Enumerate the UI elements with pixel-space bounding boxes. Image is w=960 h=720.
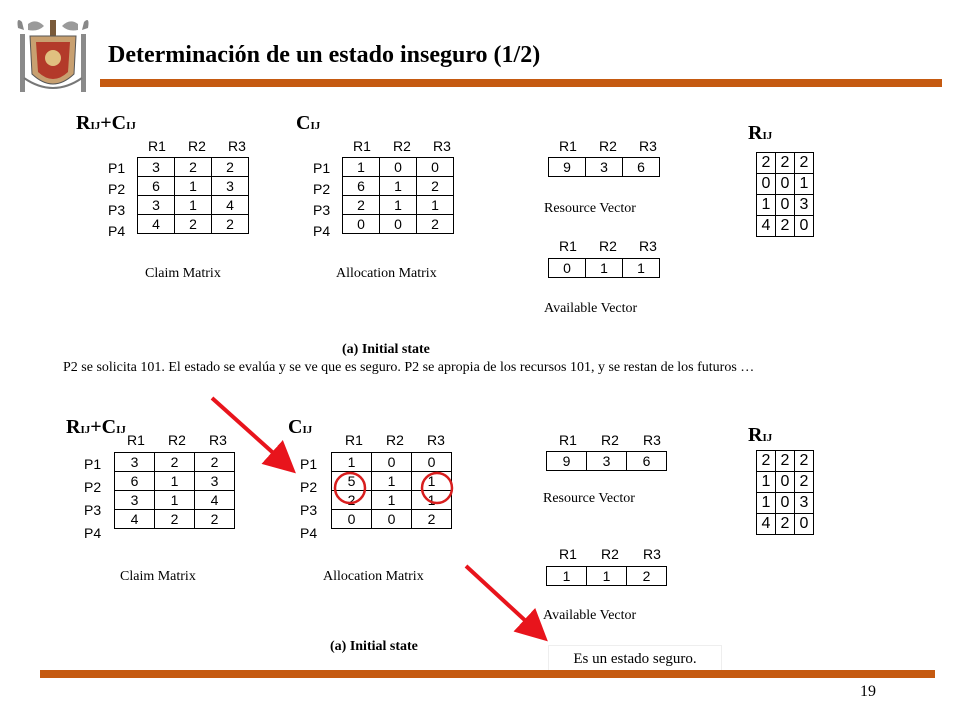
highlight-circle-r3 bbox=[422, 473, 452, 503]
allocation-matrix: 1 0 0 6 1 2 2 1 1 0 0 2 bbox=[342, 157, 454, 234]
r-matrix: 2 2 2 0 0 1 1 0 3 4 2 0 bbox=[756, 152, 814, 237]
resource-vector-2: 9 3 6 bbox=[546, 451, 667, 471]
allocation-matrix-caption-2: Allocation Matrix bbox=[323, 569, 424, 584]
claim-formula-label: RIJ+CIJ bbox=[76, 112, 136, 134]
available-vector-2: 1 1 2 bbox=[546, 566, 667, 586]
resource-vector: 9 3 6 bbox=[548, 157, 660, 177]
available-vector-caption-2: Available Vector bbox=[543, 608, 637, 623]
arrow-to-conclusion bbox=[466, 566, 542, 636]
claim-matrix: 3 2 2 6 1 3 3 1 4 4 2 2 bbox=[137, 157, 249, 234]
allocation-formula-label-2: CIJ bbox=[288, 416, 313, 438]
highlight-circle-r1 bbox=[335, 473, 365, 503]
allocation-matrix-caption: Allocation Matrix bbox=[336, 266, 437, 281]
available-vector-caption: Available Vector bbox=[544, 301, 638, 316]
r-matrix-2: 2 2 2 1 0 2 1 0 3 4 2 0 bbox=[756, 450, 814, 535]
state-caption: (a) Initial state bbox=[342, 342, 430, 357]
description-text: P2 se solicita 101. El estado se evalúa y se ve que es seguro. P2 se apropia de los recursos 101, y se restan de los futuros … bbox=[63, 360, 755, 375]
footer-divider bbox=[40, 670, 935, 678]
resource-vector-caption: Resource Vector bbox=[544, 201, 636, 216]
conclusion-note: Es un estado seguro. bbox=[548, 645, 722, 673]
claim-matrix-caption-2: Claim Matrix bbox=[120, 569, 196, 584]
arrow-to-allocation bbox=[212, 398, 290, 468]
state-caption-2: (a) Initial state bbox=[330, 639, 418, 654]
claim-formula-label-2: RIJ+CIJ bbox=[66, 416, 126, 438]
available-vector: 0 1 1 bbox=[548, 258, 660, 278]
r-formula-label-2: RIJ bbox=[748, 424, 773, 446]
allocation-matrix-2: 1 0 0 5 1 1 2 1 1 0 0 2 bbox=[331, 452, 452, 529]
page-title: Determinación de un estado inseguro (1/2) bbox=[108, 42, 541, 68]
allocation-formula-label: CIJ bbox=[296, 112, 321, 134]
claim-matrix-caption: Claim Matrix bbox=[145, 266, 221, 281]
claim-matrix-2: 3 2 2 6 1 3 3 1 4 4 2 2 bbox=[114, 452, 235, 529]
page-number: 19 bbox=[860, 683, 876, 700]
resource-vector-caption-2: Resource Vector bbox=[543, 491, 635, 506]
r-formula-label: RIJ bbox=[748, 122, 773, 144]
